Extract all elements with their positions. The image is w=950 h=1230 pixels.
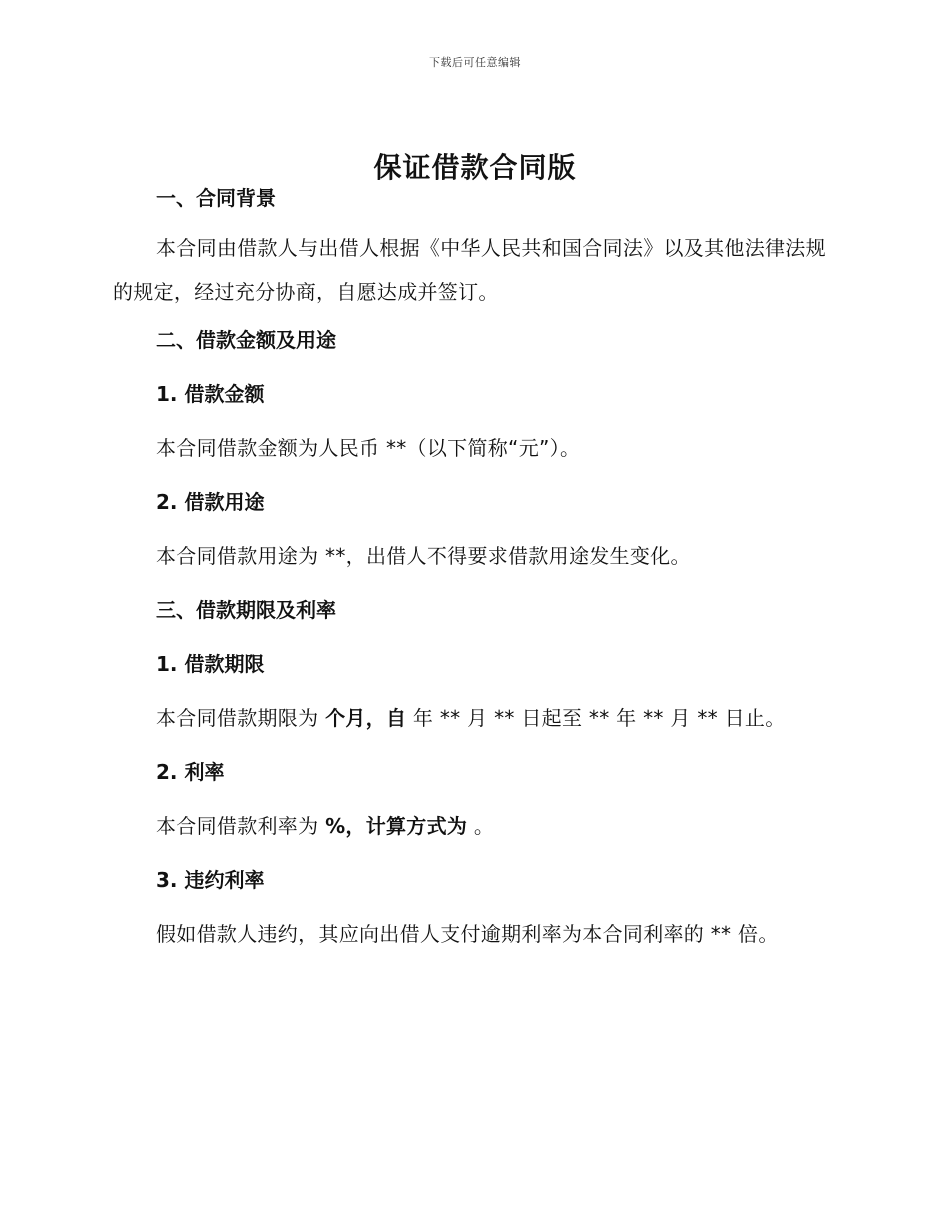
section-heading-background: 一、合同背景: [156, 186, 276, 210]
document-title: 保证借款合同版: [373, 151, 577, 184]
subsection-paragraph-default-rate: 假如借款人违约，其应向出借人支付逾期利率为本合同利率的 ** 倍。: [156, 922, 779, 946]
subsection-heading-interest-rate: 2. 利率: [156, 760, 225, 784]
loan-term-text-bold: 个月，自: [325, 706, 407, 730]
subsection-paragraph-loan-purpose: 本合同借款用途为 **，出借人不得要求借款用途发生变化。: [156, 544, 691, 568]
subsection-heading-loan-term: 1. 借款期限: [156, 652, 265, 676]
subsection-paragraph-loan-term: [113, 696, 837, 740]
subsection-paragraph-interest-rate: [113, 804, 837, 848]
interest-rate-text-suffix: 。: [467, 814, 495, 838]
document-body: [113, 140, 837, 956]
section-heading-term-rate: 三、借款期限及利率: [156, 598, 336, 622]
section-paragraph-background: 本合同由借款人与出借人根据《中华人民共和国合同法》以及其他法律法规的规定，经过充分协商，自愿达成并签订。: [113, 236, 826, 304]
loan-term-text-prefix: 本合同借款期限为: [156, 706, 326, 730]
subsection-heading-loan-purpose: 2. 借款用途: [156, 490, 265, 514]
interest-rate-text-prefix: 本合同借款利率为: [156, 814, 326, 838]
subsection-heading-loan-amount: 1. 借款金额: [156, 382, 265, 406]
loan-term-text-suffix: 年 ** 月 ** 日起至 ** 年 ** 月 ** 日止。: [406, 706, 786, 730]
subsection-heading-default-rate: 3. 违约利率: [156, 868, 265, 892]
subsection-paragraph-loan-amount: 本合同借款金额为人民币 **（以下简称“元”）。: [156, 436, 581, 460]
section-heading-amount-purpose: 二、借款金额及用途: [156, 328, 336, 352]
interest-rate-text-bold: %，计算方式为: [325, 814, 468, 838]
page-header-note: 下载后可任意编辑: [429, 56, 521, 69]
